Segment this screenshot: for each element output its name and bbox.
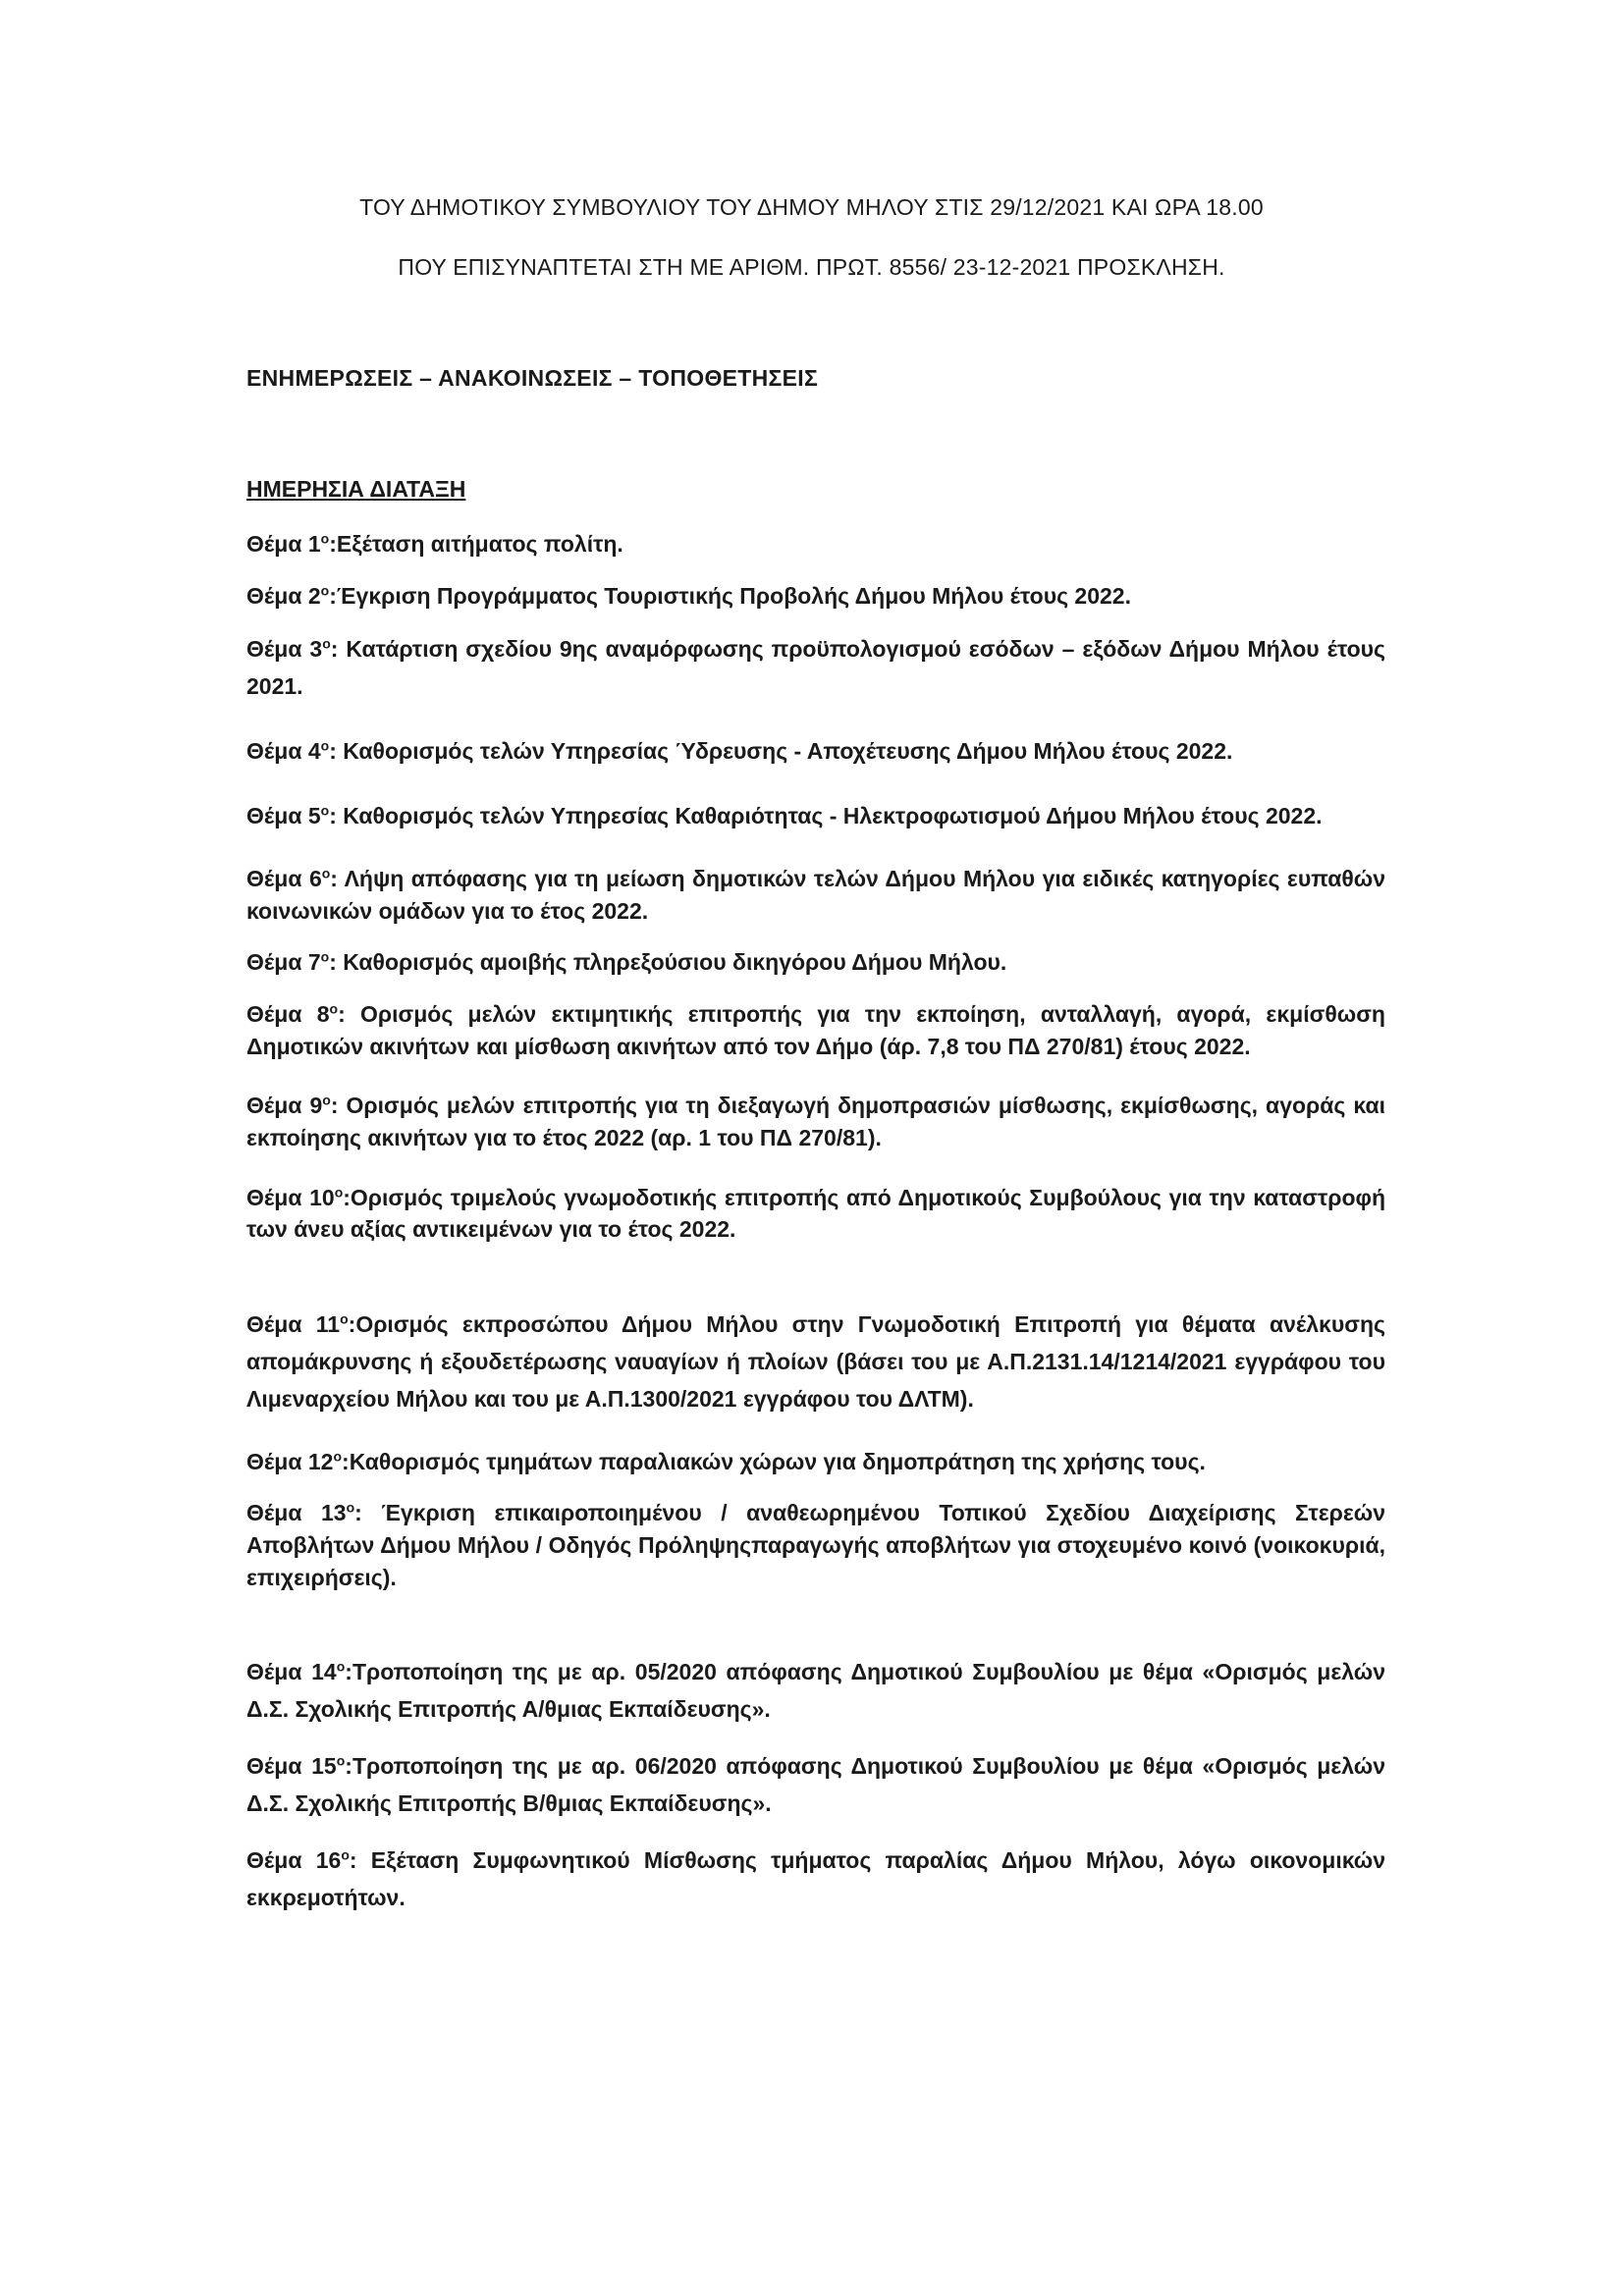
topic-text: Κατάρτιση σχεδίου 9ης αναμόρφωσης προϋπολογισμού εσόδων – εξόδων Δήμου Μήλου έτους 2021. [246, 636, 1385, 700]
agenda-topic [246, 1307, 1385, 1418]
topic-label: Θέμα $7^o$: [246, 948, 344, 976]
agenda-topic [246, 863, 1385, 927]
topic-label: Θέμα $1^o$: [246, 530, 337, 557]
agenda-topic [246, 1090, 1385, 1153]
section-title: ΕΝΗΜΕΡΩΣΕΙΣ – ΑΝΑΚΟΙΝΩΣΕΙΣ – ΤΟΠΟΘΕΤΗΣΕΙΣ [246, 365, 819, 391]
topic-label: Θέμα $11^o$: [246, 1310, 356, 1337]
topic-text: Καθορισμός τελών Υπηρεσίας Ύδρευσης - Αποχέτευσης Δήμου Μήλου έτους 2022. [343, 738, 1233, 765]
topic-text: Εξέταση Συμφωνητικού Μίσθωσης τμήματος παραλίας Δήμου Μήλου, λόγω οικονομικών εκκρεμοτήτων. [246, 1847, 1385, 1911]
topic-label: Θέμα $2^o$: [246, 582, 337, 609]
agenda-topic [246, 946, 1385, 979]
topic-text: Έγκριση Προγράμματος Τουριστικής Προβολής Δήμου Μήλου έτους 2022. [336, 582, 1131, 609]
agenda-heading: ΗΜΕΡΗΣΙΑ ΔΙΑΤΑΞΗ [246, 476, 466, 502]
agenda-topic [246, 1182, 1385, 1246]
agenda-topic [246, 1748, 1385, 1823]
topic-label: Θέμα $10^o$: [246, 1184, 351, 1210]
topic-text: Καθορισμός τμημάτων παραλιακών χώρων για δημοπράτηση της χρήσης τους. [349, 1448, 1206, 1474]
topic-text: Καθορισμός τελών Υπηρεσίας Καθαριότητας - Ηλεκτροφωτισμού Δήμου Μήλου έτους 2022. [343, 803, 1323, 829]
topic-label: Θέμα $8^o$: [246, 1000, 360, 1028]
agenda-topic [246, 580, 1385, 613]
topic-text: Λήψη απόφασης για τη μείωση δημοτικών τελών Δήμου Μήλου για ειδικές κατηγορίες ευπαθών κοινωνικών ομάδων για το έτος 2022. [246, 866, 1385, 924]
agenda-topic [246, 1842, 1385, 1917]
topic-label: Θέμα $16^o$: [246, 1846, 371, 1874]
topic-label: Θέμα $15^o$: [246, 1752, 352, 1780]
agenda-topic [246, 1446, 1385, 1478]
topic-label: Θέμα $14^o$: [246, 1658, 352, 1685]
topic-text: Έγκριση επικαιροποιημένου / αναθεωρημένου Τοπικού Σχεδίου Διαχείρισης Στερεών Αποβλήτων Δήμου Μήλου / Οδηγός Πρόληψηςπαραγωγής αποβλήτων για στοχευμένο κοινό (νοικοκυριά, επιχειρήσεις). [246, 1500, 1385, 1590]
agenda-topic [246, 733, 1385, 771]
topic-label: Θέμα $12^o$: [246, 1448, 350, 1474]
agenda-topic-list [246, 528, 1385, 1917]
topic-label: Θέμα $3^o$: [246, 635, 347, 663]
topic-text: Ορισμός μελών επιτροπής για τη διεξαγωγή δημοπρασιών μίσθωσης, εκμίσθωσης, αγοράς και εκποίησης ακινήτων για το έτος 2022 (αρ. 1 του ΠΔ 270/81). [246, 1093, 1385, 1150]
topic-text: Ορισμός τριμελούς γνωμοδοτικής επιτροπής από Δημοτικούς Συμβούλους για την καταστροφή των άνευ αξίας αντικειμένων για το έτος 2022. [246, 1184, 1385, 1243]
agenda-topic [246, 631, 1385, 706]
header-line-2: ΠΟΥ ΕΠΙΣΥΝΑΠΤΕΤΑΙ ΣΤΗ ΜΕ ΑΡΙΘΜ. ΠΡΩΤ. 8556/ 23-12-2021 ΠΡΟΣΚΛΗΣΗ. [398, 254, 1225, 280]
topic-label: Θέμα $5^o$: [246, 802, 344, 829]
topic-label: Θέμα $13^o$: [246, 1499, 382, 1526]
topic-label: Θέμα $9^o$: [246, 1092, 347, 1119]
topic-text: Εξέταση αιτήματος πολίτη. [336, 531, 623, 557]
topic-text: Ορισμός μελών εκτιμητικής επιτροπής για την εκποίηση, ανταλλαγή, αγορά, εκμίσθωση Δημοτικών ακινήτων και μίσθωση ακινήτων από τον Δήμο (άρ. 7,8 του ΠΔ 270/81) έτους 2022. [246, 1001, 1385, 1059]
topic-label: Θέμα $6^o$: [246, 865, 345, 892]
topic-text: Τροποποίηση της με αρ. 06/2020 απόφασης Δημοτικού Συμβουλίου με θέμα «Ορισμός μελών Δ.Σ. Σχολικής Επιτροπής Β/θμιας Εκπαίδευσης». [246, 1753, 1386, 1817]
topic-text: Ορισμός εκπροσώπου Δήμου Μήλου στην Γνωμοδοτική Επιτροπή για θέματα ανέλκυσης απομάκρυνσης ή εξουδετέρωσης ναυαγίων ή πλοίων (βάσει του με Α.Π.2131.14/1214/2021 εγγράφου του Λιμεναρχείου Μήλου και του με Α.Π.1300/2021 εγγράφου του ΔΛΤΜ). [246, 1310, 1385, 1412]
topic-label: Θέμα $4^o$: [246, 737, 344, 765]
agenda-topic [246, 1654, 1385, 1729]
header-line-1: ΤΟΥ ΔΗΜΟΤΙΚΟΥ ΣΥΜΒΟΥΛΙΟΥ ΤΟΥ ΔΗΜΟΥ ΜΗΛΟΥ ΣΤΙΣ 29/12/2021 ΚΑΙ ΩΡΑ 18.00 [359, 194, 1264, 220]
topic-text: Καθορισμός αμοιβής πληρεξούσιου δικηγόρου Δήμου Μήλου. [343, 949, 1007, 976]
topic-text: Τροποποίηση της με αρ. 05/2020 απόφασης Δημοτικού Συμβουλίου με θέμα «Ορισμός μελών Δ.Σ. Σχολικής Επιτροπής Α/θμιας Εκπαίδευσης». [246, 1659, 1386, 1723]
agenda-topic [246, 798, 1385, 835]
agenda-topic [246, 528, 1385, 561]
agenda-topic [246, 1497, 1385, 1593]
agenda-topic [246, 998, 1385, 1062]
